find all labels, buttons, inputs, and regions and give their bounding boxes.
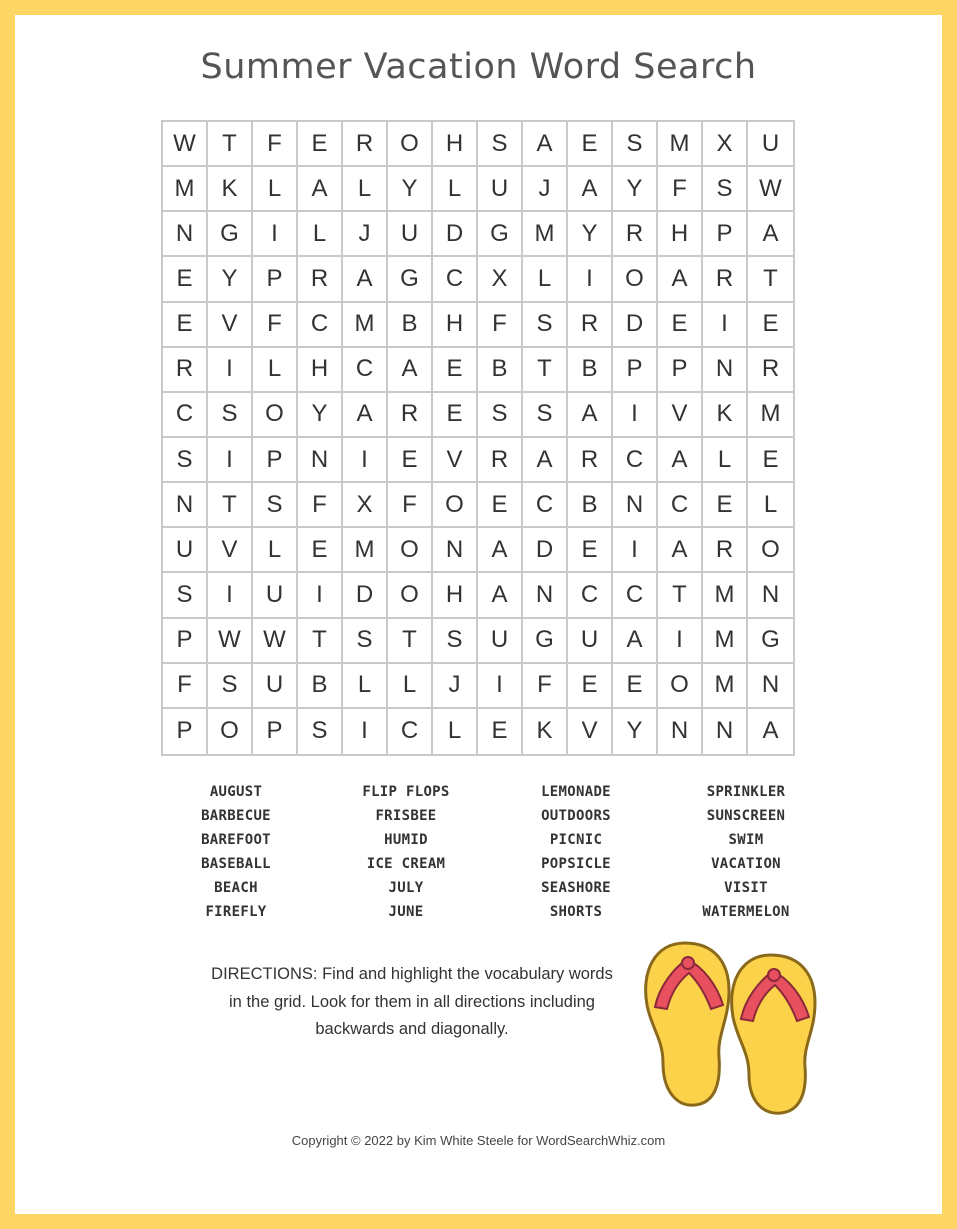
vocabulary-word: SUNSCREEN — [706, 808, 786, 824]
grid-cell[interactable]: P — [253, 257, 298, 302]
vocabulary-word: POPSICLE — [541, 856, 611, 872]
grid-cell[interactable]: M — [523, 212, 568, 257]
grid-cell[interactable]: O — [253, 393, 298, 438]
grid-cell[interactable]: X — [703, 122, 748, 167]
grid-cell[interactable]: L — [748, 483, 793, 528]
grid-cell[interactable]: V — [433, 438, 478, 483]
grid-cell[interactable]: X — [343, 483, 388, 528]
grid-cell[interactable]: L — [253, 528, 298, 573]
grid-cell[interactable]: Y — [613, 709, 658, 754]
letter-grid — [161, 120, 795, 756]
vocabulary-word: BEACH — [214, 880, 258, 896]
grid-cell[interactable]: C — [298, 303, 343, 348]
vocabulary-word: OUTDOORS — [541, 808, 611, 824]
vocabulary-word: FLIP FLOPS — [362, 784, 450, 800]
vocabulary-word: JULY — [388, 880, 424, 896]
grid-cell[interactable]: K — [703, 393, 748, 438]
grid-cell[interactable]: P — [613, 348, 658, 393]
grid-cell[interactable]: S — [163, 573, 208, 618]
vocabulary-word: FRISBEE — [375, 808, 437, 824]
grid-cell[interactable]: N — [748, 664, 793, 709]
grid-cell[interactable]: I — [208, 438, 253, 483]
grid-cell[interactable]: P — [163, 619, 208, 664]
grid-cell[interactable]: I — [343, 438, 388, 483]
grid-cell[interactable]: N — [433, 528, 478, 573]
grid-cell[interactable]: A — [523, 122, 568, 167]
vocabulary-word: HUMID — [384, 832, 428, 848]
grid-cell[interactable]: S — [298, 709, 343, 754]
grid-cell[interactable]: T — [523, 348, 568, 393]
grid-cell[interactable]: A — [568, 167, 613, 212]
grid-cell[interactable]: M — [703, 664, 748, 709]
grid-cell[interactable]: N — [163, 212, 208, 257]
grid-cell[interactable]: A — [748, 212, 793, 257]
grid-cell[interactable]: S — [253, 483, 298, 528]
directions-line: backwards and diagonally. — [315, 1020, 509, 1038]
grid-cell[interactable]: S — [478, 122, 523, 167]
grid-cell[interactable]: E — [388, 438, 433, 483]
grid-cell[interactable]: A — [388, 348, 433, 393]
grid-cell[interactable]: H — [658, 212, 703, 257]
grid-cell[interactable]: A — [658, 528, 703, 573]
vocabulary-word: PICNIC — [549, 832, 603, 848]
grid-cell[interactable]: L — [298, 212, 343, 257]
grid-cell[interactable]: R — [613, 212, 658, 257]
grid-cell[interactable]: O — [613, 257, 658, 302]
grid-cell[interactable]: R — [298, 257, 343, 302]
grid-cell[interactable]: R — [748, 348, 793, 393]
grid-cell[interactable]: I — [208, 348, 253, 393]
grid-cell[interactable]: L — [253, 167, 298, 212]
grid-cell[interactable]: U — [568, 619, 613, 664]
grid-cell[interactable]: B — [478, 348, 523, 393]
grid-cell[interactable]: S — [208, 393, 253, 438]
grid-cell[interactable]: E — [433, 393, 478, 438]
grid-cell[interactable]: R — [703, 257, 748, 302]
grid-cell[interactable]: T — [208, 122, 253, 167]
grid-cell[interactable]: C — [658, 483, 703, 528]
grid-cell[interactable]: J — [343, 212, 388, 257]
grid-cell[interactable]: U — [163, 528, 208, 573]
vocabulary-word: SHORTS — [549, 904, 603, 920]
grid-cell[interactable]: B — [568, 483, 613, 528]
grid-cell[interactable]: I — [568, 257, 613, 302]
grid-cell[interactable]: L — [388, 664, 433, 709]
grid-cell[interactable]: A — [523, 438, 568, 483]
grid-cell[interactable]: D — [433, 212, 478, 257]
grid-cell[interactable]: B — [568, 348, 613, 393]
vocabulary-word: BASEBALL — [201, 856, 271, 872]
grid-cell[interactable]: M — [703, 619, 748, 664]
grid-cell[interactable]: C — [613, 438, 658, 483]
grid-cell[interactable]: F — [388, 483, 433, 528]
grid-cell[interactable]: R — [163, 348, 208, 393]
grid-cell[interactable]: R — [568, 438, 613, 483]
grid-cell[interactable]: E — [658, 303, 703, 348]
vocabulary-word: LEMONADE — [541, 784, 611, 800]
grid-cell[interactable]: I — [703, 303, 748, 348]
grid-cell[interactable]: T — [658, 573, 703, 618]
grid-cell[interactable]: C — [568, 573, 613, 618]
grid-cell[interactable]: M — [343, 528, 388, 573]
grid-cell[interactable]: H — [433, 122, 478, 167]
grid-cell[interactable]: R — [343, 122, 388, 167]
directions-line: in the grid. Look for them in all directions including — [229, 992, 595, 1011]
grid-cell[interactable]: N — [703, 709, 748, 754]
grid-cell[interactable]: E — [568, 528, 613, 573]
grid-cell[interactable]: C — [433, 257, 478, 302]
grid-cell[interactable]: P — [703, 212, 748, 257]
vocabulary-word: SEASHORE — [541, 880, 611, 896]
grid-cell[interactable]: Y — [298, 393, 343, 438]
flip-flops-illustration — [633, 935, 823, 1115]
vocabulary-word: ICE CREAM — [366, 856, 446, 872]
grid-cell[interactable]: O — [658, 664, 703, 709]
grid-cell[interactable]: F — [163, 664, 208, 709]
grid-cell[interactable]: J — [433, 664, 478, 709]
directions-line: DIRECTIONS: Find and highlight the vocabulary words — [211, 965, 613, 983]
grid-cell[interactable]: M — [748, 393, 793, 438]
grid-cell[interactable]: N — [298, 438, 343, 483]
grid-cell[interactable]: L — [433, 709, 478, 754]
grid-cell[interactable]: I — [613, 393, 658, 438]
grid-cell[interactable]: D — [523, 528, 568, 573]
vocabulary-word: VISIT — [724, 880, 768, 896]
grid-cell[interactable]: E — [703, 483, 748, 528]
grid-cell[interactable]: A — [343, 393, 388, 438]
grid-cell[interactable]: O — [388, 528, 433, 573]
grid-cell[interactable]: O — [433, 483, 478, 528]
grid-cell[interactable]: N — [748, 573, 793, 618]
grid-cell[interactable]: F — [298, 483, 343, 528]
grid-cell[interactable]: L — [523, 257, 568, 302]
grid-cell[interactable]: C — [343, 348, 388, 393]
grid-cell[interactable]: G — [478, 212, 523, 257]
grid-cell[interactable]: S — [613, 122, 658, 167]
grid-cell[interactable]: V — [208, 303, 253, 348]
left-flip-flop — [646, 943, 729, 1105]
grid-cell[interactable]: F — [253, 303, 298, 348]
grid-cell[interactable]: E — [613, 664, 658, 709]
grid-cell[interactable]: R — [703, 528, 748, 573]
grid-cell[interactable]: S — [163, 438, 208, 483]
grid-cell[interactable]: P — [658, 348, 703, 393]
word-column — [151, 780, 321, 924]
grid-cell[interactable]: M — [658, 122, 703, 167]
grid-cell[interactable]: P — [253, 438, 298, 483]
grid-cell[interactable]: B — [388, 303, 433, 348]
grid-cell[interactable]: C — [523, 483, 568, 528]
grid-cell[interactable]: I — [478, 664, 523, 709]
grid-cell[interactable]: K — [208, 167, 253, 212]
grid-cell[interactable]: V — [568, 709, 613, 754]
vocabulary-word: AUGUST — [209, 784, 263, 800]
vocabulary-word: SWIM — [728, 832, 764, 848]
grid-cell[interactable]: L — [343, 167, 388, 212]
grid-cell[interactable]: A — [478, 528, 523, 573]
grid-cell[interactable]: V — [658, 393, 703, 438]
grid-cell[interactable]: U — [253, 664, 298, 709]
grid-cell[interactable]: Y — [388, 167, 433, 212]
grid-cell[interactable]: G — [208, 212, 253, 257]
grid-cell[interactable]: A — [762, 717, 779, 745]
grid-cell[interactable]: T — [748, 257, 793, 302]
grid-cell[interactable]: F — [253, 122, 298, 167]
grid-cell[interactable]: Y — [208, 257, 253, 302]
grid-cell[interactable]: C — [613, 573, 658, 618]
grid-cell[interactable]: I — [613, 528, 658, 573]
grid-cell[interactable]: N — [523, 573, 568, 618]
grid-cell[interactable]: K — [523, 709, 568, 754]
grid-cell[interactable]: A — [658, 257, 703, 302]
grid-cell[interactable]: T — [298, 619, 343, 664]
grid-cell[interactable]: A — [568, 393, 613, 438]
grid-cell[interactable]: M — [163, 167, 208, 212]
grid-cell[interactable]: F — [658, 167, 703, 212]
grid-cell[interactable]: E — [748, 438, 793, 483]
grid-cell[interactable]: I — [253, 212, 298, 257]
grid-cell[interactable]: J — [523, 167, 568, 212]
grid-cell[interactable]: A — [343, 257, 388, 302]
grid-cell[interactable]: G — [523, 619, 568, 664]
grid-cell[interactable]: O — [388, 573, 433, 618]
grid-cell[interactable]: D — [343, 573, 388, 618]
grid-cell[interactable]: C — [163, 393, 208, 438]
grid-cell[interactable]: R — [568, 303, 613, 348]
grid-cell[interactable]: U — [388, 212, 433, 257]
grid-cell[interactable]: E — [163, 257, 208, 302]
grid-cell[interactable]: S — [703, 167, 748, 212]
grid-cell[interactable]: D — [613, 303, 658, 348]
grid-cell[interactable]: A — [478, 573, 523, 618]
grid-cell[interactable]: T — [208, 483, 253, 528]
grid-cell[interactable]: Y — [613, 167, 658, 212]
word-column — [491, 780, 661, 924]
grid-cell[interactable]: U — [748, 122, 793, 167]
vocabulary-word: BAREFOOT — [201, 832, 271, 848]
grid-cell[interactable]: E — [568, 122, 613, 167]
grid-cell[interactable]: W — [163, 122, 208, 167]
grid-cell[interactable]: W — [253, 619, 298, 664]
grid-cell[interactable]: E — [298, 528, 343, 573]
grid-cell[interactable]: O — [208, 709, 253, 754]
grid-cell[interactable]: S — [343, 619, 388, 664]
grid-cell[interactable]: V — [208, 528, 253, 573]
grid-cell[interactable]: N — [703, 348, 748, 393]
vocabulary-word: BARBECUE — [201, 808, 271, 824]
word-column — [661, 780, 831, 924]
grid-cell[interactable]: E — [478, 709, 523, 754]
grid-cell[interactable]: G — [748, 619, 793, 664]
grid-cell[interactable]: S — [208, 664, 253, 709]
word-column — [321, 780, 491, 924]
grid-cell[interactable]: N — [658, 709, 703, 754]
grid-cell[interactable]: H — [433, 303, 478, 348]
vocabulary-word: FIREFLY — [205, 904, 267, 920]
grid-cell[interactable]: R — [388, 393, 433, 438]
grid-cell[interactable]: E — [748, 303, 793, 348]
grid-cell[interactable]: U — [478, 619, 523, 664]
grid-cell[interactable]: M — [343, 303, 388, 348]
grid-cell[interactable]: L — [343, 664, 388, 709]
grid-cell[interactable]: L — [433, 167, 478, 212]
grid-cell[interactable]: X — [478, 257, 523, 302]
grid-cell[interactable]: F — [478, 303, 523, 348]
grid-cell[interactable]: I — [343, 709, 388, 754]
grid-cell[interactable]: R — [478, 438, 523, 483]
grid-cell[interactable]: I — [658, 619, 703, 664]
grid-cell[interactable]: O — [748, 528, 793, 573]
page-title: Summer Vacation Word Search — [200, 47, 757, 87]
grid-cell[interactable]: E — [163, 303, 208, 348]
grid-cell[interactable]: T — [388, 619, 433, 664]
grid-cell[interactable]: U — [253, 573, 298, 618]
grid-cell[interactable]: G — [388, 257, 433, 302]
grid-cell[interactable]: Y — [568, 212, 613, 257]
grid-cell[interactable]: S — [523, 303, 568, 348]
vocabulary-word: WATERMELON — [702, 904, 790, 920]
grid-cell[interactable]: E — [433, 348, 478, 393]
grid-cell[interactable]: O — [388, 122, 433, 167]
grid-cell[interactable]: E — [568, 664, 613, 709]
right-flip-flop — [732, 955, 815, 1113]
grid-cell[interactable]: S — [433, 619, 478, 664]
grid-cell[interactable]: P — [253, 709, 298, 754]
grid-cell[interactable]: U — [478, 167, 523, 212]
grid-cell[interactable]: A — [613, 619, 658, 664]
directions-text — [180, 961, 644, 1044]
left-toe-post — [682, 957, 694, 969]
grid-cell[interactable]: L — [253, 348, 298, 393]
word-list — [151, 780, 831, 924]
vocabulary-word: JUNE — [388, 904, 424, 920]
grid-cell[interactable]: H — [433, 573, 478, 618]
copyright-notice: Copyright © 2022 by Kim White Steele for WordSearchWhiz.com — [291, 1133, 666, 1148]
vocabulary-word: SPRINKLER — [706, 784, 786, 800]
right-toe-post — [768, 969, 780, 981]
grid-cell[interactable]: M — [703, 573, 748, 618]
grid-cell[interactable]: F — [523, 664, 568, 709]
grid-cell[interactable]: S — [523, 393, 568, 438]
grid-cell[interactable]: P — [163, 709, 208, 754]
grid-cell[interactable]: L — [703, 438, 748, 483]
grid-cell[interactable]: W — [208, 619, 253, 664]
grid-cell[interactable]: C — [388, 709, 433, 754]
grid-cell[interactable]: B — [298, 664, 343, 709]
grid-cell[interactable]: S — [478, 393, 523, 438]
grid-cell[interactable]: N — [613, 483, 658, 528]
vocabulary-word: VACATION — [711, 856, 781, 872]
grid-cell[interactable]: W — [748, 167, 793, 212]
grid-cell[interactable]: N — [163, 483, 208, 528]
grid-cell[interactable]: A — [298, 167, 343, 212]
grid-cell[interactable]: A — [658, 438, 703, 483]
grid-cell[interactable]: H — [298, 348, 343, 393]
grid-cell[interactable]: I — [298, 573, 343, 618]
grid-cell[interactable]: I — [208, 573, 253, 618]
grid-cell[interactable]: E — [298, 122, 343, 167]
grid-cell[interactable]: E — [478, 483, 523, 528]
